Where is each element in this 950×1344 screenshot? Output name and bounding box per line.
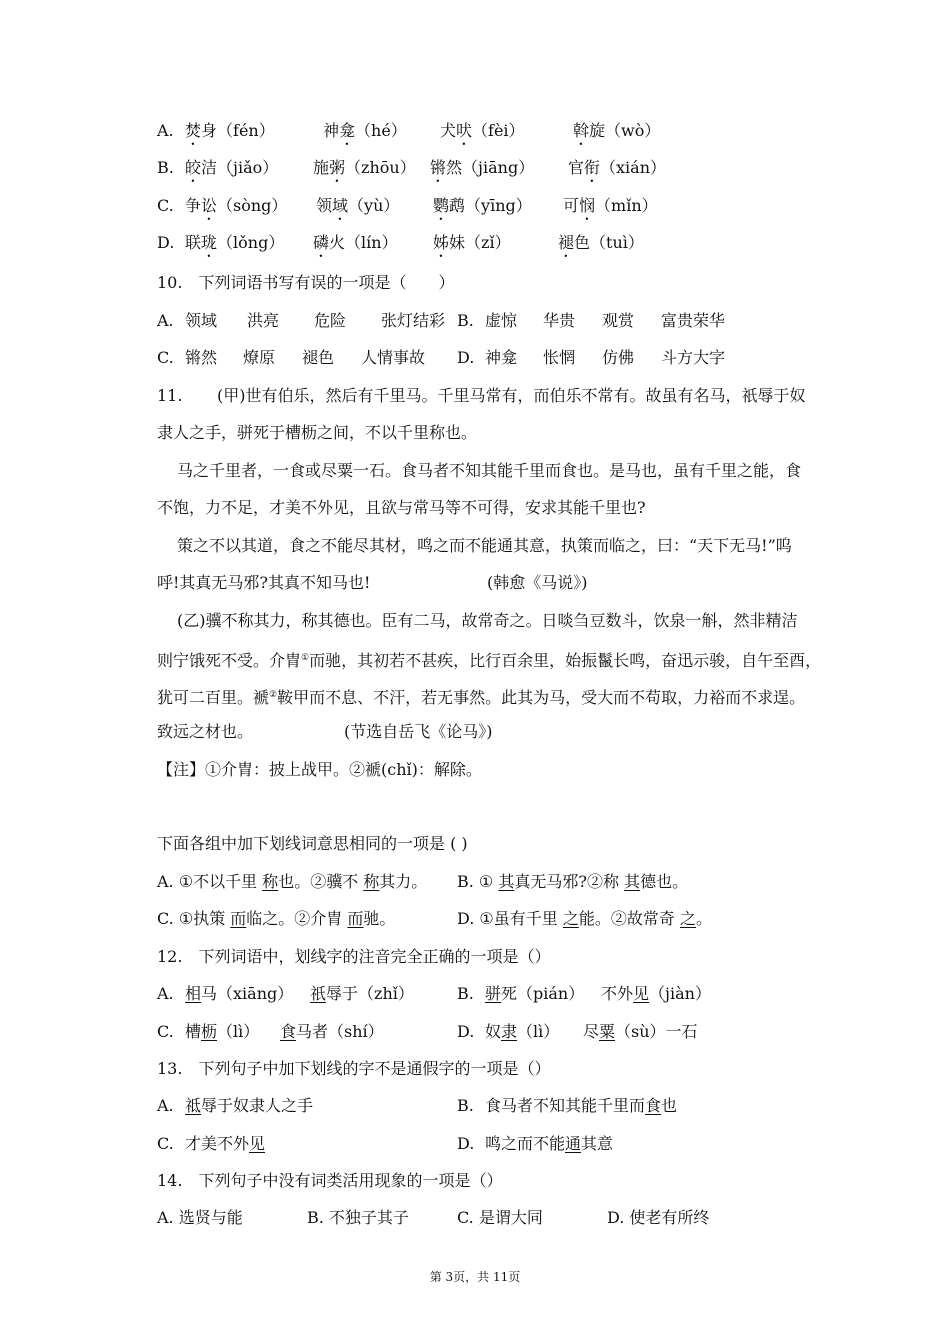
emphasis-char: 粥 <box>329 158 346 177</box>
q12-stem: 12. 下列词语中，划线字的注音完全正确的一项是（） <box>157 947 551 966</box>
word-char: 色 <box>574 233 591 252</box>
word: 人情事故 <box>361 348 426 367</box>
q11-option-a <box>157 871 427 893</box>
word-char: 官 <box>568 158 585 177</box>
underlined-word: 食 <box>645 1096 662 1115</box>
q11-passage-line: 马之千里者，一食或尽粟一石。食马者不知其能千里而食也。是马也，虽有千里之能，食 <box>177 461 802 480</box>
word: 富贵荣华 <box>661 311 726 330</box>
source-citation: (节选自岳飞《论马》) <box>344 722 493 741</box>
pinyin: （zǐ） <box>465 233 511 252</box>
option-label: A. <box>157 1096 174 1115</box>
word: 神龛 <box>485 348 518 367</box>
word-char: 然 <box>446 158 463 177</box>
word-char: 身 <box>201 121 218 140</box>
option-label: B. <box>457 984 474 1003</box>
word: 斗方大字 <box>661 348 726 367</box>
option-text: （lì） <box>517 1022 560 1041</box>
emphasis-char: 悯 <box>579 196 596 215</box>
passage-text: 犹可二百里。褫 <box>157 688 270 707</box>
pinyin: （lǒng） <box>217 233 285 252</box>
pinyin: （xián） <box>600 158 667 177</box>
option-label: D. <box>457 1134 475 1153</box>
option-label: B. <box>457 1096 474 1115</box>
underlined-word: 之 <box>679 909 696 928</box>
q11-passage-line <box>157 572 588 594</box>
emphasis-char: 斡 <box>573 121 590 140</box>
option-text: 槽 <box>185 1022 202 1041</box>
underlined-word: 之 <box>562 909 579 928</box>
underlined-word: 其 <box>498 872 515 891</box>
emphasis-char: 鹦 <box>433 196 450 215</box>
footnote-marker: ② <box>269 690 278 700</box>
underlined-word: 食 <box>280 1022 297 1041</box>
source-citation: (韩愈《马说》) <box>487 573 588 592</box>
emphasis-char: 讼 <box>201 196 218 215</box>
q11-passage-line: (乙)骥不称其力，称其德也。臣有二马，故常奇之。日啖刍豆数斗，饮泉一斛，然非精洁 <box>177 611 798 630</box>
option-text: 驰。 <box>363 909 396 928</box>
underlined-word: 枥 <box>201 1022 218 1041</box>
underlined-word: 祇 <box>310 984 327 1003</box>
emphasis-char: 姊 <box>433 233 450 252</box>
option-b: B. 不独子其子 <box>307 1208 409 1227</box>
underlined-word: 通 <box>565 1134 582 1153</box>
pinyin: （fèi） <box>472 121 525 140</box>
q11-option-c <box>157 908 395 930</box>
footnote-marker: ① <box>301 653 310 663</box>
passage-text: 则宁饿死不受。介胄 <box>157 651 302 670</box>
emphasis-char: 吠 <box>456 121 473 140</box>
word-char: 施 <box>313 158 330 177</box>
option-c: C. 是谓大同 <box>457 1208 543 1227</box>
word-char: 旋 <box>589 121 606 140</box>
option-a: A. 选贤与能 <box>157 1208 243 1227</box>
option-text: 不外 <box>601 984 634 1003</box>
q10-stem: 10. 下列词语书写有误的一项是（ ） <box>157 273 455 292</box>
q14-stem: 14. 下列句子中没有词类活用现象的一项是（） <box>157 1171 503 1190</box>
option-label: C. <box>157 348 174 367</box>
underlined-word: 称 <box>262 872 279 891</box>
word-char: 妹 <box>449 233 466 252</box>
underlined-word: 而 <box>230 909 247 928</box>
pinyin: （hé） <box>355 121 407 140</box>
q11-passage-line <box>157 721 493 743</box>
q11-option-d <box>457 908 712 930</box>
underlined-word: 相 <box>185 984 202 1003</box>
passage-text: (甲)世有伯乐，然后有千里马。千里马常有，而伯乐不常有。故虽有名马，祇辱于奴 <box>217 386 806 405</box>
option-text: （jiàn） <box>649 984 711 1003</box>
pinyin: （sòng） <box>217 196 288 215</box>
q11-passage-line <box>157 385 806 407</box>
word: 张灯结彩 <box>381 311 446 330</box>
question-number: 11. <box>157 386 183 405</box>
page-footer: 第 3页，共 11页 <box>429 1270 521 1284</box>
passage-text: 呼!其真无马邪?其真不知马也! <box>157 573 371 592</box>
word: 褪色 <box>302 348 335 367</box>
option-text: 。 <box>696 909 713 928</box>
emphasis-char: 焚 <box>185 121 202 140</box>
pinyin: （mǐn） <box>595 196 658 215</box>
option-text: D. ①虽有千里 <box>457 909 563 928</box>
word-char: 可 <box>563 196 580 215</box>
pinyin: （tuì） <box>590 233 644 252</box>
underlined-word: 而 <box>347 909 364 928</box>
option-text: 辱于（zhǐ） <box>326 984 414 1003</box>
option-text: 死（pián） <box>501 984 585 1003</box>
emphasis-char: 衔 <box>584 158 601 177</box>
option-text: 也。②骥不 <box>278 872 364 891</box>
word: 洪亮 <box>247 311 280 330</box>
option-text: 马（xiāng） <box>201 984 294 1003</box>
option-d: D. 使老有所终 <box>607 1208 710 1227</box>
option-text: 才美不外 <box>185 1134 250 1153</box>
q11-passage-line: 策之不以其道，食之不能尽其材，鸣之而不能通其意，执策而临之，曰：“天下无马!”呜 <box>177 536 792 555</box>
word: 华贵 <box>543 311 576 330</box>
word-char: 犬 <box>440 121 457 140</box>
option-text: 能。②故常奇 <box>578 909 680 928</box>
emphasis-char: 褪 <box>558 233 575 252</box>
option-text: 临之。②介胄 <box>246 909 348 928</box>
q11-passage-line <box>157 647 821 672</box>
word-char: 火 <box>329 233 346 252</box>
option-label: D. <box>457 1022 475 1041</box>
option-text: C. ①执策 <box>157 909 231 928</box>
option-text: 马者（shí） <box>296 1022 384 1041</box>
emphasis-char: 域 <box>332 196 349 215</box>
option-text: 奴 <box>485 1022 502 1041</box>
word-char: 洁 <box>201 158 218 177</box>
option-label: C. <box>157 1022 174 1041</box>
option-label: B. <box>457 311 474 330</box>
word-char: 鹉 <box>449 196 466 215</box>
option-text: 其意 <box>581 1134 614 1153</box>
option-text: 食马者不知其能千里而 <box>485 1096 646 1115</box>
underlined-word: 见 <box>249 1134 266 1153</box>
q13-stem: 13. 下列句子中加下划线的字不是通假字的一项是（） <box>157 1059 551 1078</box>
pinyin: （wò） <box>605 121 661 140</box>
pinyin: （jiāng） <box>462 158 535 177</box>
word: 燎原 <box>243 348 276 367</box>
option-text: 德也。 <box>640 872 689 891</box>
option-text: 也 <box>661 1096 678 1115</box>
word: 危险 <box>314 311 347 330</box>
option-text: B. ① <box>457 872 499 891</box>
underlined-word: 其 <box>624 872 641 891</box>
option-text: 辱于奴隶人之手 <box>201 1096 314 1115</box>
word-char: 争 <box>185 196 202 215</box>
option-label: B. <box>157 158 174 177</box>
option-label: A. <box>157 311 174 330</box>
pinyin: （yù） <box>348 196 400 215</box>
option-text: 真无马邪?②称 <box>514 872 625 891</box>
word: 锵然 <box>185 348 218 367</box>
option-text: 鸣之而不能 <box>485 1134 566 1153</box>
option-label: A. <box>157 121 174 140</box>
underlined-word: 隶 <box>501 1022 518 1041</box>
option-text: 尽 <box>583 1022 600 1041</box>
pinyin: （lín） <box>345 233 398 252</box>
word-char: 联 <box>185 233 202 252</box>
underlined-word: 祗 <box>185 1096 202 1115</box>
word: 观赏 <box>602 311 635 330</box>
option-label: C. <box>157 1134 174 1153</box>
underlined-word: 见 <box>633 984 650 1003</box>
q11-passage-line: 不饱，力不足，才美不外见，且欲与常马等不可得，安求其能千里也? <box>157 498 646 517</box>
emphasis-char: 锵 <box>430 158 447 177</box>
word: 虚惊 <box>485 311 518 330</box>
passage-text: 而驰，其初若不甚疾，比行百余里，始振鬣长鸣，奋迅示骏，自午至酉， <box>309 651 822 670</box>
q11-note: 【注】①介胄：披上战甲。②褫(chǐ)：解除。 <box>157 760 482 779</box>
emphasis-char: 龛 <box>339 121 356 140</box>
word-char: 领 <box>316 196 333 215</box>
option-text: （sù）一石 <box>615 1022 698 1041</box>
option-text: （lì） <box>217 1022 260 1041</box>
option-label: A. <box>157 984 174 1003</box>
underlined-word: 骈 <box>485 984 502 1003</box>
option-text: A. ①不以千里 <box>157 872 263 891</box>
q11-option-b <box>457 871 688 893</box>
underlined-word: 称 <box>363 872 380 891</box>
option-label: C. <box>157 196 174 215</box>
word: 仿佛 <box>602 348 635 367</box>
emphasis-char: 磷 <box>313 233 330 252</box>
word-char: 神 <box>323 121 340 140</box>
q11-passage-line <box>157 684 805 709</box>
option-text: 其力。 <box>379 872 428 891</box>
option-label: D. <box>457 348 475 367</box>
emphasis-char: 珑 <box>201 233 218 252</box>
pinyin: （jiǎo） <box>217 158 279 177</box>
emphasis-char: 皎 <box>185 158 202 177</box>
passage-text: 致远之材也。 <box>157 722 254 741</box>
option-label: D. <box>157 233 175 252</box>
q11-stem: 下面各组中加下划线词意思相同的一项是 ( ) <box>157 834 468 853</box>
pinyin: （fén） <box>217 121 275 140</box>
passage-text: 鞍甲而不息、不汗，若无事然。此其为马，受大而不苟取，力裕而不求逞。 <box>277 688 806 707</box>
pinyin: （yīng） <box>465 196 532 215</box>
word: 怅惘 <box>543 348 576 367</box>
word: 领域 <box>185 311 218 330</box>
pinyin: （zhōu） <box>345 158 416 177</box>
underlined-word: 粟 <box>599 1022 616 1041</box>
q11-passage-line: 隶人之手，骈死于槽枥之间，不以千里称也。 <box>157 423 478 442</box>
